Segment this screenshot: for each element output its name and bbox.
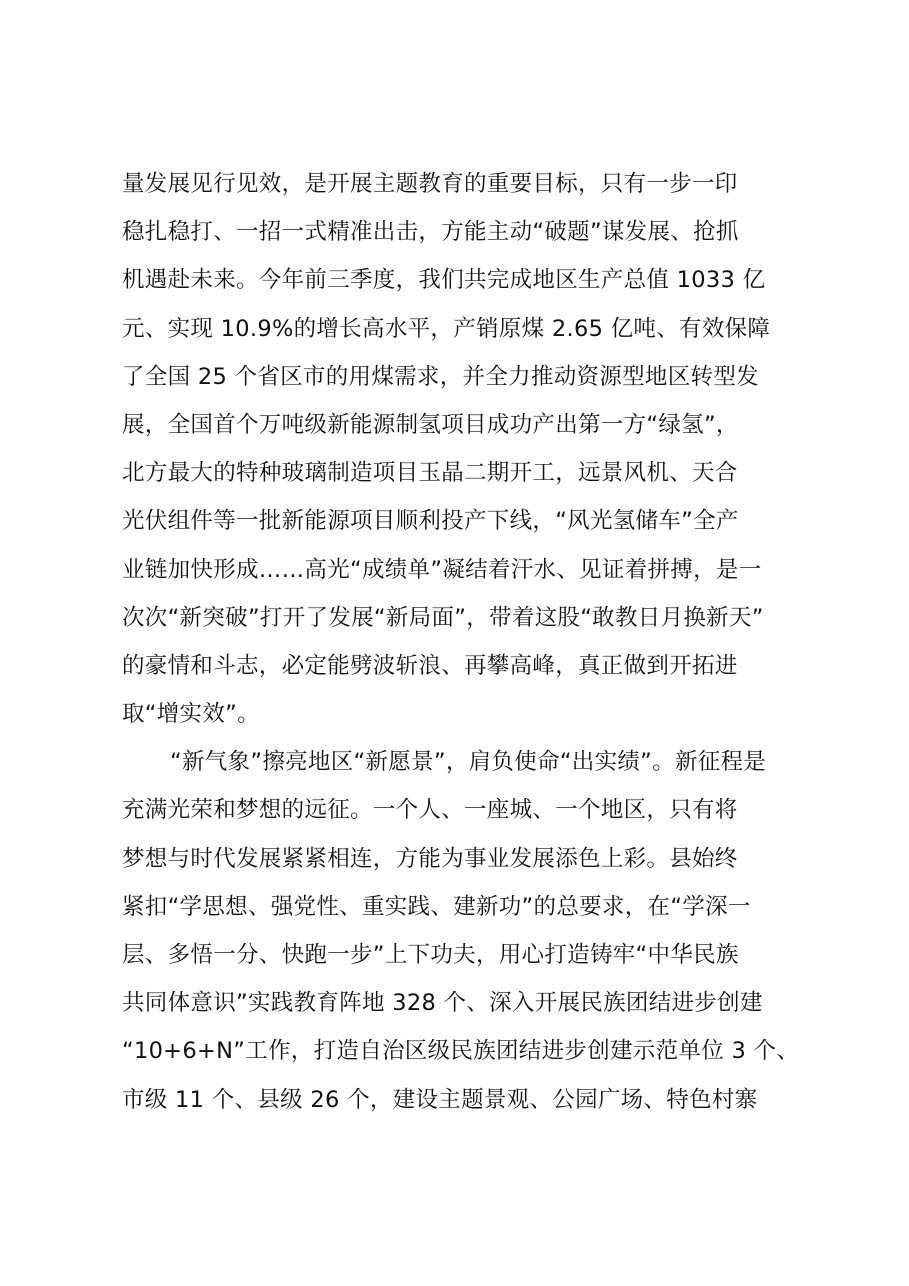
text-line: 机遇赴未来。今年前三季度，我们共完成地区生产总值 1033 亿 (122, 267, 766, 294)
text-line: 梦想与时代发展紧紧相连，方能为事业发展添色上彩。县始终 (122, 845, 738, 872)
text-line: “10+6+N”工作，打造自治区级民族团结进步创建示范单位 3 个、 (122, 1038, 800, 1065)
body-text (122, 160, 812, 1124)
text-line: 的豪情和斗志，必定能劈波斩浪、再攀高峰，真正做到开拓进 (122, 652, 738, 679)
text-line: 紧扣“学思想、强党性、重实践、建新功”的总要求，在“学深一 (122, 893, 751, 920)
text-line: 业链加快形成……高光“成绩单”凝结着汗水、见证着拼搏，是一 (122, 556, 762, 583)
text-line: 层、多悟一分、快跑一步”上下功夫，用心打造铸牢“中华民族 (122, 942, 739, 968)
text-line: 次次“新突破”打开了发展“新局面”，带着这股“敢教日月换新天” (122, 604, 764, 631)
text-line: 展，全国首个万吨级新能源制氢项目成功产出第一方“绿氢”， (122, 411, 739, 438)
text-line: 元、实现 10.9%的增长高水平，产销原煤 2.65 亿吨、有效保障 (122, 315, 771, 342)
text-line: 量发展见行见效，是开展主题教育的重要目标，只有一步一印 (122, 171, 738, 197)
text-line: 共同体意识”实践教育阵地 328 个、深入开展民族团结进步创建 (122, 990, 763, 1017)
text-line: 充满光荣和梦想的远征。一个人、一座城、一个地区，只有将 (122, 797, 738, 824)
text-line: 北方最大的特种玻璃制造项目玉晶二期开工，远景风机、天合 (122, 460, 738, 487)
text-line: 取“增实效”。 (122, 701, 260, 728)
text-line: 了全国 25 个省区市的用煤需求，并全力推动资源型地区转型发 (122, 363, 759, 390)
paragraph-start-line: “新气象”擦亮地区“新愿景”，肩负使命“出实绩”。新征程是 (170, 749, 767, 776)
text-line: 光伏组件等一批新能源项目顺利投产下线，“风光氢储车”全产 (122, 508, 739, 535)
text-line: 稳扎稳打、一招一式精准出击，方能主动“破题”谋发展、抢抓 (122, 219, 739, 246)
text-line: 市级 11 个、县级 26 个，建设主题景观、公园广场、特色村寨 (122, 1086, 758, 1113)
